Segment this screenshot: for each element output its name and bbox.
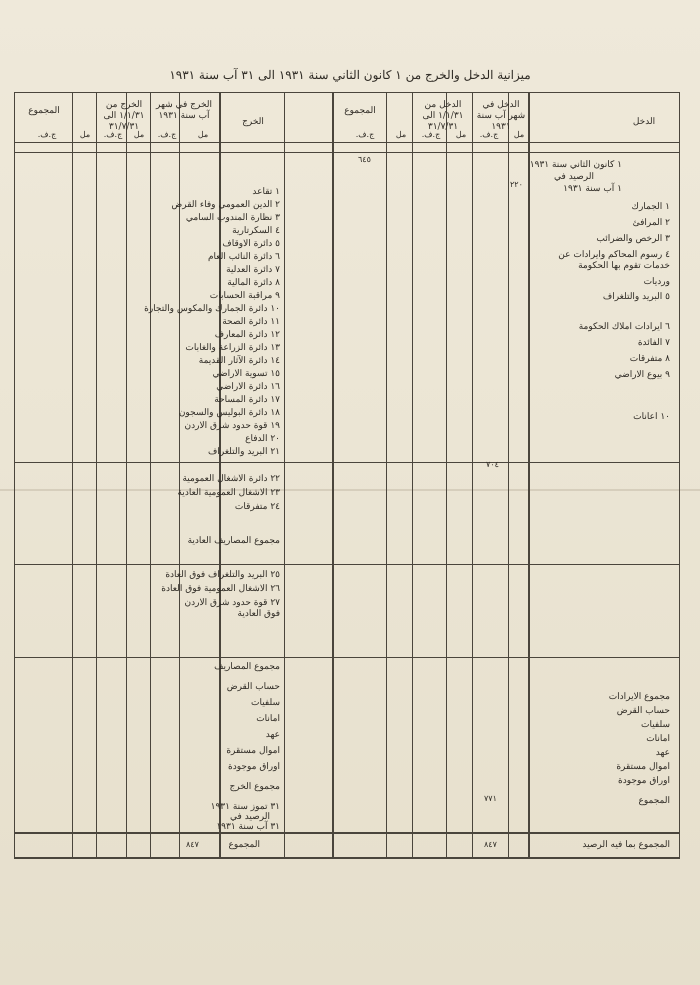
- column-divider: [150, 92, 151, 857]
- column-divider: [472, 92, 473, 857]
- balance-date-aug: ١ آب سنة ١٩٣١: [563, 184, 622, 194]
- summary-total-value: ٧٧١: [484, 794, 497, 803]
- income-month-header: الدخل في شهر آب سنة ١٩٣١: [476, 100, 526, 132]
- income-summary-row: اوراق موجودة: [618, 776, 670, 786]
- table-border-right: [679, 92, 680, 857]
- expense-row: ١٠ دائرة الجمارك والمكوس والتجارة: [144, 304, 280, 314]
- expense-balance-date: ٣١ آب سنة ١٩٣١: [216, 822, 280, 832]
- expense-row: ٩ مراقبة الحسابات: [209, 291, 280, 301]
- document-title: ميزانية الدخل والخرج من ١ كانون الثاني سنة ١٩٣١ الى ٣١ آب سنة ١٩٣١: [169, 68, 531, 82]
- expense-row: ٢٠ الدفاع: [245, 434, 280, 444]
- unit-mil: مل: [395, 130, 407, 139]
- expense-row: ٢٢ دائرة الاشغال العمومية: [182, 474, 280, 484]
- expense-row: ٢ الدين العمومي وفاء القرض: [171, 200, 280, 210]
- unit-jf: ج.ف.: [37, 130, 57, 139]
- expense-row: ٦ دائرة النائب العام: [207, 252, 280, 262]
- expense-row: ١٩ قوة حدود شرق الاردن: [184, 421, 280, 431]
- expense-header: الخرج: [242, 117, 264, 127]
- expense-row: ٢٤ متفرقات: [234, 502, 280, 512]
- expense-summary-row: حساب القرض: [226, 682, 280, 692]
- unit-mil: مل: [133, 130, 145, 139]
- income-summary-row: اموال مستقرة: [616, 762, 670, 772]
- column-divider: [508, 92, 509, 857]
- expense-row: ١٥ تسوية الاراضي: [212, 369, 280, 379]
- column-divider: [126, 92, 127, 857]
- header-divider: [14, 152, 680, 153]
- unit-jf: ج.ف.: [421, 130, 441, 139]
- income-summary-row: حساب القرض: [616, 706, 670, 716]
- income-row: ٢ المرافئ: [632, 218, 670, 228]
- expense-row: ١٧ دائرة المساحة: [214, 395, 280, 405]
- table-border-top: [14, 92, 680, 93]
- expense-row: ٢٧ قوة حدود شرق الاردن فوق العادية: [184, 598, 280, 619]
- income-grand-total-label: المجموع بما فيه الرصيد: [582, 840, 670, 850]
- expense-row: ٣ نظارة المندوب السامي: [185, 213, 280, 223]
- column-divider: [96, 92, 97, 857]
- grand-total-income-value: ٨٤٧: [484, 840, 497, 849]
- table-border-bottom: [14, 857, 680, 859]
- budget-table: [14, 92, 680, 867]
- expense-summary-row: اموال مستقرة: [226, 746, 280, 756]
- expense-row: ٤ السكرتارية: [232, 226, 280, 236]
- column-divider: [284, 92, 285, 857]
- balance-value: ٢٢٠: [510, 180, 523, 189]
- expense-subtotal: مجموع المصاريف العادية: [187, 536, 280, 546]
- expense-total-header: المجموع: [28, 106, 60, 116]
- unit-mil: مل: [197, 130, 209, 139]
- unit-jf: ج.ف.: [355, 130, 375, 139]
- expense-balance-label: الرصيد في: [230, 812, 270, 822]
- unit-mil: مل: [455, 130, 467, 139]
- income-summary-row: امانات: [646, 734, 670, 744]
- expense-row: ٢٣ الاشغال العمومية العادية: [177, 488, 280, 498]
- income-summary-row: المجموع: [638, 796, 670, 806]
- column-divider: [446, 92, 447, 857]
- column-divider: [412, 92, 413, 857]
- income-row: ٧ الفائدة: [637, 338, 670, 348]
- income-summary-row: سلفيات: [640, 720, 670, 730]
- expense-summary-row: امانات: [256, 714, 280, 724]
- header-divider: [14, 142, 680, 143]
- expense-summary-row: سلفيات: [250, 698, 280, 708]
- expense-summary-row: اوراق موجودة: [228, 762, 280, 772]
- column-divider: [528, 92, 530, 857]
- unit-jf: ج.ف.: [157, 130, 177, 139]
- income-period-header: الدخل من ١/١/٣١ الى ٣١/٧/٣١: [422, 100, 464, 132]
- expense-row: ١٣ دائرة الزراعة والغابات: [185, 343, 280, 353]
- income-row: ٤ رسوم المحاكم وايرادات عن خدمات تقوم بها الحكومة: [558, 250, 670, 271]
- balance-date-jan: ١ كانون الثاني سنة ١٩٣١: [529, 160, 622, 170]
- expense-summary-row: عهد: [265, 730, 280, 740]
- balance-value: ٦٤٥: [358, 155, 371, 164]
- unit-jf: ج.ف.: [479, 130, 499, 139]
- section-divider: [14, 462, 680, 463]
- income-row: ٦ ايرادات املاك الحكومة: [578, 322, 670, 332]
- expense-row: ٢٦ الاشغال العمومية فوق العادة: [161, 584, 280, 594]
- unit-mil: مل: [79, 130, 91, 139]
- expense-row: ٨ دائرة المالية: [227, 278, 280, 288]
- expense-row: ١ تقاعد: [252, 187, 280, 197]
- income-row: ٨ متفرقات: [629, 354, 670, 364]
- income-summary-row: عهد: [655, 748, 670, 758]
- expense-summary-row: مجموع الخرج: [229, 782, 280, 792]
- expense-row: ٧ دائرة العدلية: [226, 265, 280, 275]
- expense-row: ٢١ البريد والتلغراف: [208, 447, 280, 457]
- expense-period-header: الخرج من ١/١/٣١ الى ٣١/٧/٣١: [103, 100, 145, 132]
- column-divider: [332, 92, 334, 857]
- section-divider: [14, 832, 680, 834]
- grand-total-expense-value: ٨٤٧: [186, 840, 199, 849]
- column-divider: [72, 92, 73, 857]
- expense-row: ١٤ دائرة الآثار القديمة: [198, 356, 280, 366]
- balance-label: الرصيد في: [554, 172, 594, 182]
- income-row: ورديات: [643, 277, 670, 287]
- income-row: ١٠ اعانات: [633, 412, 670, 422]
- income-row: ١ الجمارك: [631, 202, 670, 212]
- expense-row: ١١ دائرة الصحة: [222, 317, 280, 327]
- unit-mil: مل: [513, 130, 525, 139]
- section-divider: [14, 657, 680, 658]
- income-total-header: المجموع: [344, 106, 376, 116]
- unit-jf: ج.ف.: [103, 130, 123, 139]
- expense-month-header: الخرج في شهر آب سنة ١٩٣١: [155, 100, 212, 121]
- income-total-value: ٧٠٤: [486, 460, 499, 469]
- expense-summary-row: مجموع المصاريف: [214, 662, 280, 672]
- income-header: الدخل: [632, 117, 656, 127]
- section-divider: [14, 564, 680, 565]
- income-row: ٣ الرخص والضرائب: [596, 234, 670, 244]
- column-divider: [386, 92, 387, 857]
- income-row: ٩ بيوع الاراضي: [614, 370, 670, 380]
- expense-row: ١٨ دائرة البوليس والسجون: [178, 408, 280, 418]
- expense-row: ١٢ دائرة المعارف: [214, 330, 280, 340]
- income-row: ٥ البريد والتلغراف: [602, 292, 670, 302]
- expense-row: ٥ دائرة الاوقاف: [222, 239, 280, 249]
- expense-row: ١٦ دائرة الاراضي: [216, 382, 280, 392]
- table-border-left: [14, 92, 15, 857]
- income-summary-row: مجموع الايرادات: [608, 692, 670, 702]
- expense-balance-date: ٣١ تموز سنة ١٩٣١: [210, 802, 280, 812]
- expense-row: ٢٥ البريد والتلغراف فوق العادة: [165, 570, 280, 580]
- expense-grand-total-label: المجموع: [228, 840, 260, 850]
